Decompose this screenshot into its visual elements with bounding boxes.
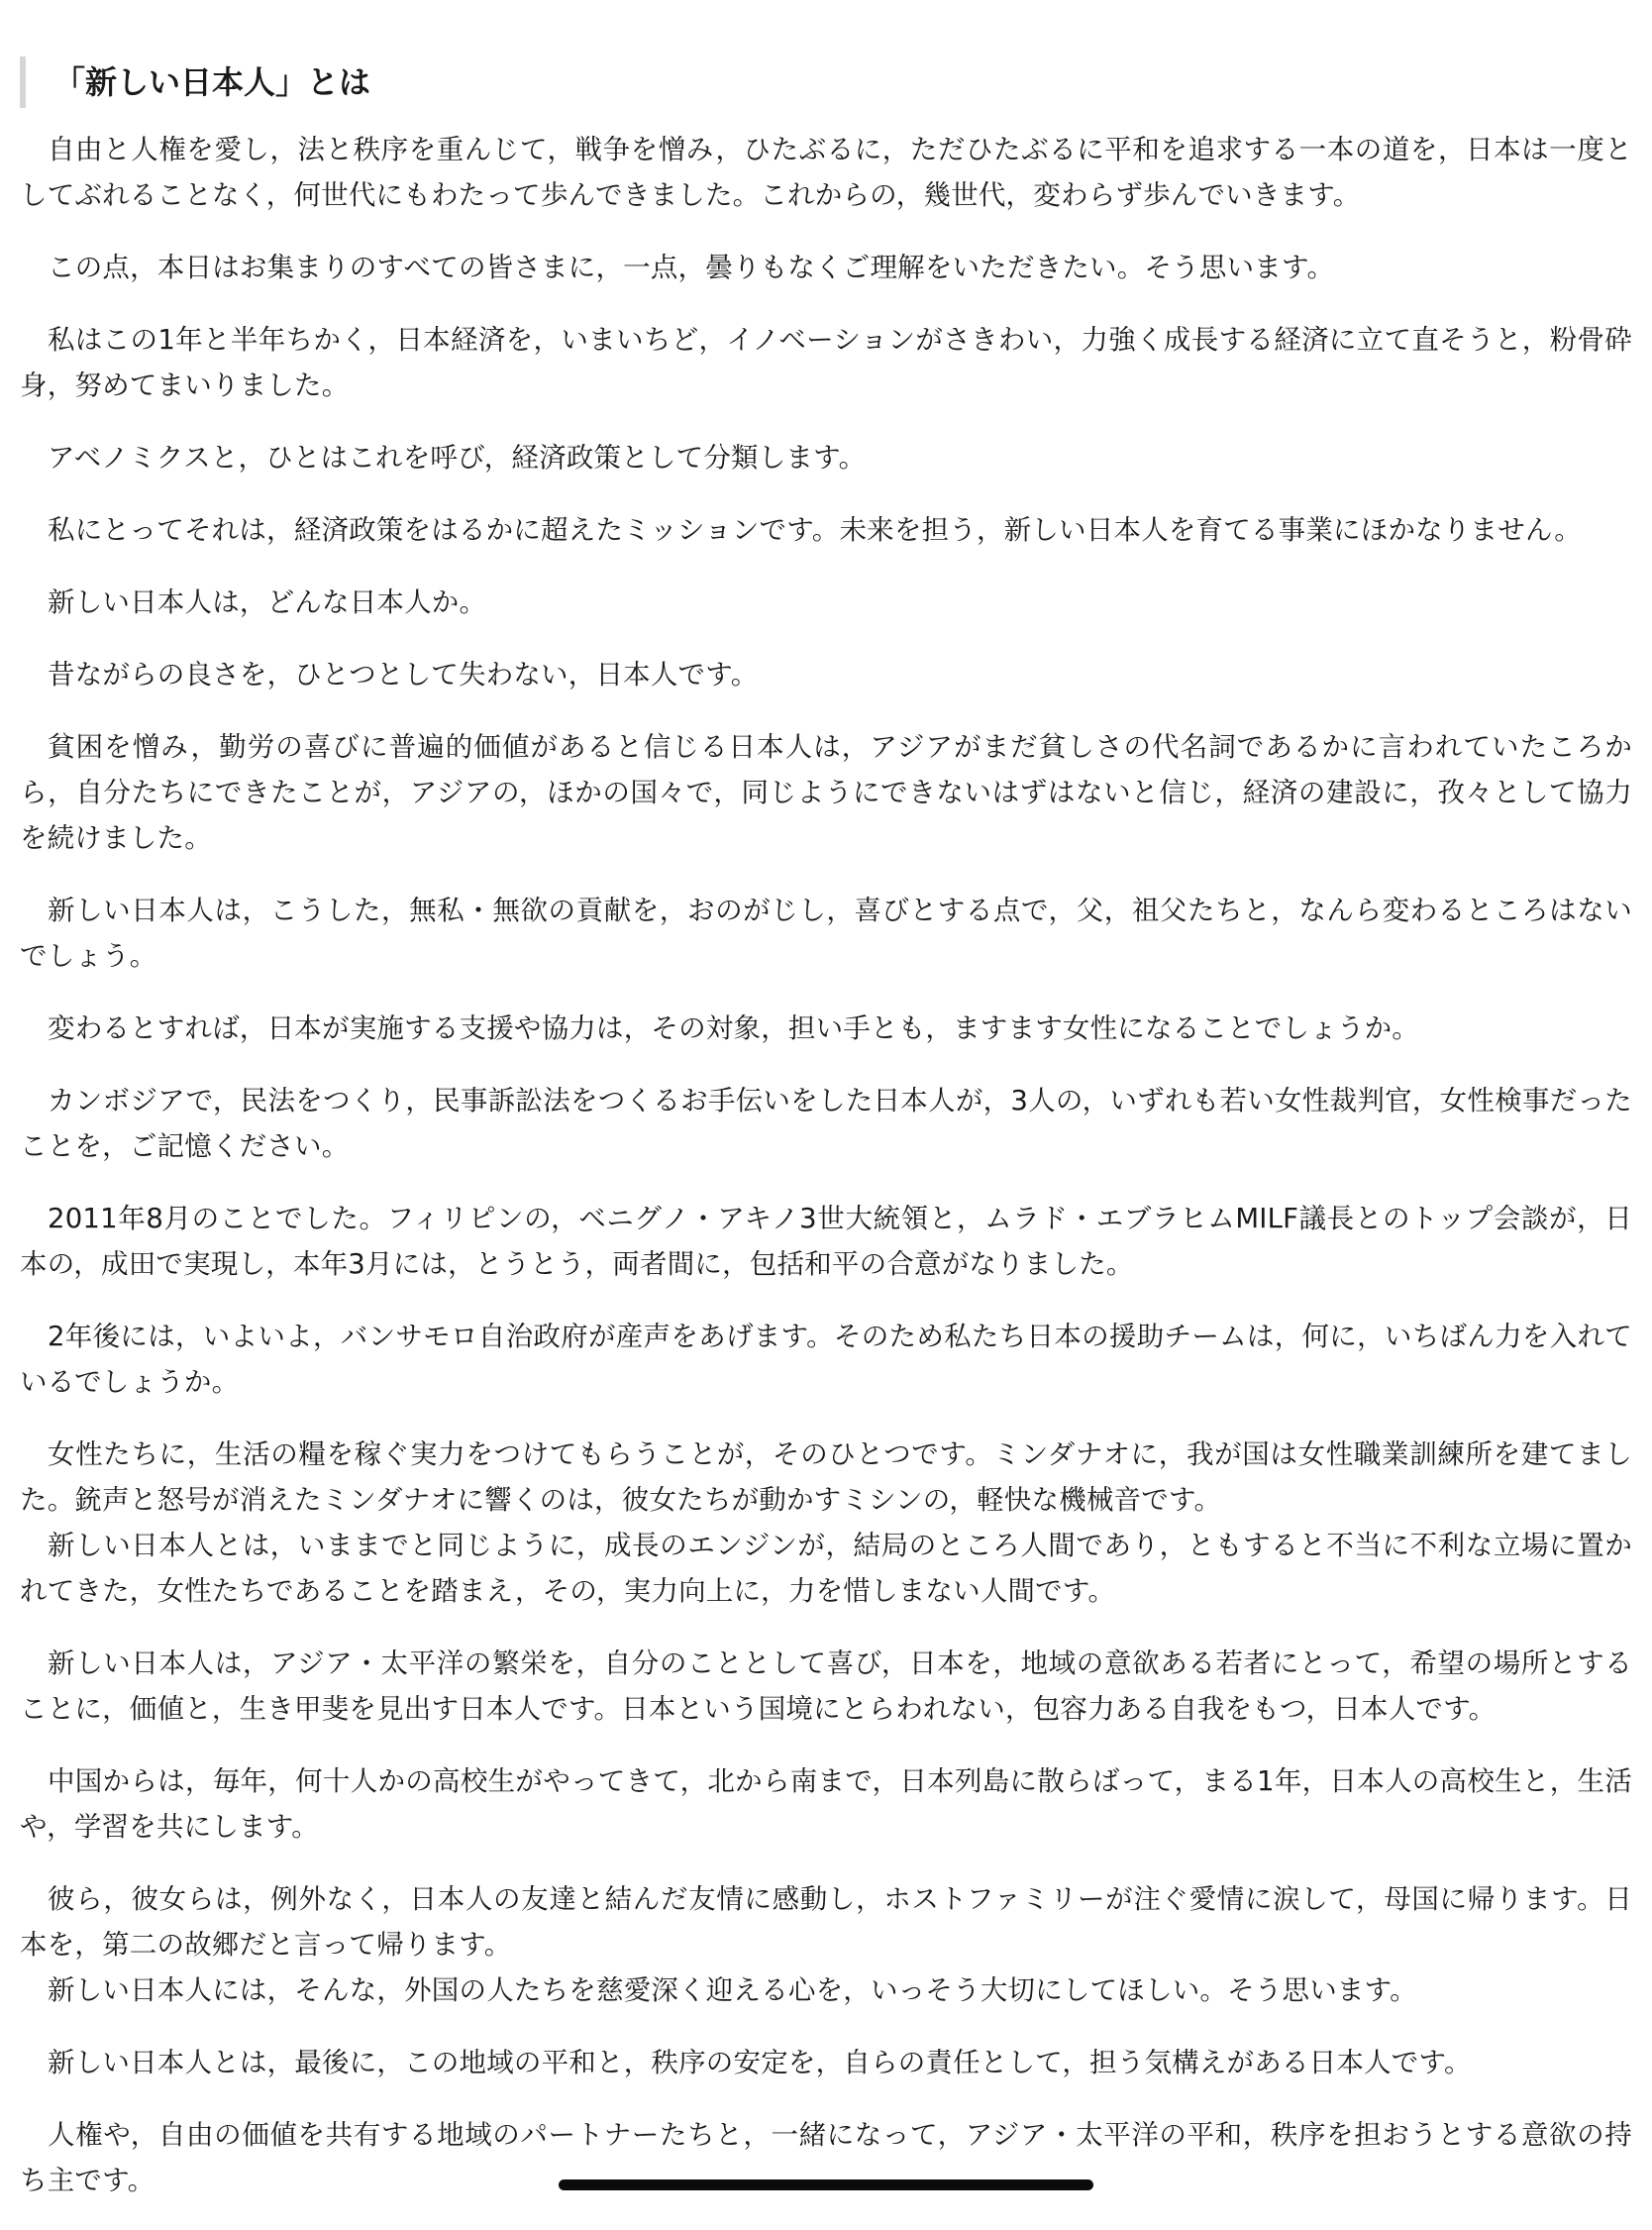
paragraph: 新しい日本人は，こうした，無私・無欲の貢献を，おのがじし，喜びとする点で，父，祖父たちと，なんら変わるところはないでしょう。 [20,895,1632,972]
paragraph: 新しい日本人とは，最後に，この地域の平和と，秩序の安定を，自らの責任として，担う気構えがある日本人です。 [48,2047,1472,2078]
article-heading: 「新しい日本人」とは [20,56,370,108]
paragraph: 新しい日本人とは，いままでと同じように，成長のエンジンが，結局のところ人間であり，ともすると不当に不利な立場に置かれてきた，女性たちであることを踏まえ，その，実力向上に，力を惜しまない人間です。 [20,1530,1632,1607]
paragraph: 変わるとすれば，日本が実施する支援や協力は，その対象，担い手とも，ますます女性になることでしょうか。 [48,1012,1419,1044]
paragraph: 彼ら，彼女らは，例外なく，日本人の友達と結んだ友情に感動し，ホストファミリーが注ぐ愛情に涙して，母国に帰ります。日本を，第二の故郷だと言って帰ります。 [20,1883,1632,1961]
paragraph: 自由と人権を愛し，法と秩序を重んじて，戦争を憎み，ひたぶるに，ただひたぶるに平和を追求する一本の道を，日本は一度としてぶれることなく，何世代にもわたって歩んできました。これからの，幾世代，変わらず歩んでいきます。 [20,134,1632,211]
paragraph: 女性たちに，生活の糧を稼ぐ実力をつけてもらうことが，そのひとつです。ミンダナオに，我が国は女性職業訓練所を建てました。銃声と怒号が消えたミンダナオに響くのは，彼女たちが動かすミシンの，軽快な機械音です。 [20,1438,1632,1516]
paragraph: 新しい日本人には，そんな，外国の人たちを慈愛深く迎える心を，いっそう大切にしてほしい。そう思います。 [48,1974,1417,2006]
paragraph: 中国からは，毎年，何十人かの高校生がやってきて，北から南まで，日本列島に散らばって，まる1年，日本人の高校生と，生活や，学習を共にします。 [20,1765,1632,1843]
paragraph: この点，本日はお集まりのすべての皆さまに，一点，曇りもなくご理解をいただきたい。そう思います。 [48,252,1335,283]
paragraph: 新しい日本人は，アジア・太平洋の繁栄を，自分のこととして喜び，日本を，地域の意欲ある若者にとって，希望の場所とすることに，価値と，生き甲斐を見出す日本人です。日本という国境にとらわれない，包容力ある自我をもつ，日本人です。 [20,1647,1632,1725]
paragraph: 人権や，自由の価値を共有する地域のパートナーたちと，一緒になって，アジア・太平洋の平和，秩序を担おうとする意欲の持ち主です。 [20,2119,1632,2196]
paragraph: 私はこの1年と半年ちかく，日本経済を，いまいちど，イノベーションがさきわい，力強く成長する経済に立て直そうと，粉骨砕身，努めてまいりました。 [20,324,1632,401]
paragraph: 2年後には，いよいよ，バンサモロ自治政府が産声をあげます。そのため私たち日本の援助チームは，何に，いちばん力を入れているでしょうか。 [20,1321,1632,1398]
paragraph: 昔ながらの良さを，ひとつとして失わない，日本人です。 [48,659,759,690]
paragraph: 2011年8月のことでした。フィリピンの，ベニグノ・アキノ3世大統領と，ムラド・エブラヒムMILF議長とのトップ会談が，日本の，成田で実現し，本年3月には，とうとう，両者間に，包括和平の合意がなりました。 [20,1203,1632,1280]
paragraph: 貧困を憎み，勤労の喜びに普遍的価値があると信じる日本人は，アジアがまだ貧しさの代名詞であるかに言われていたころから，自分たちにできたことが，アジアの，ほかの国々で，同じようにできないはずはないと信じ，経済の建設に，孜々として協力を続けました。 [20,731,1632,854]
home-indicator[interactable] [559,2179,1093,2190]
paragraph: 私にとってそれは，経済政策をはるかに超えたミッションです。未来を担う，新しい日本人を育てる事業にほかなりません。 [48,514,1582,546]
paragraph: 新しい日本人は，どんな日本人か。 [48,586,487,618]
article-body [20,127,1632,2230]
paragraph: カンボジアで，民法をつくり，民事訴訟法をつくるお手伝いをした日本人が，3人の，いずれも若い女性裁判官，女性検事だったことを，ご記憶ください。 [20,1085,1632,1162]
paragraph: アベノミクスと，ひとはこれを呼び，経済政策として分類します。 [48,442,867,474]
